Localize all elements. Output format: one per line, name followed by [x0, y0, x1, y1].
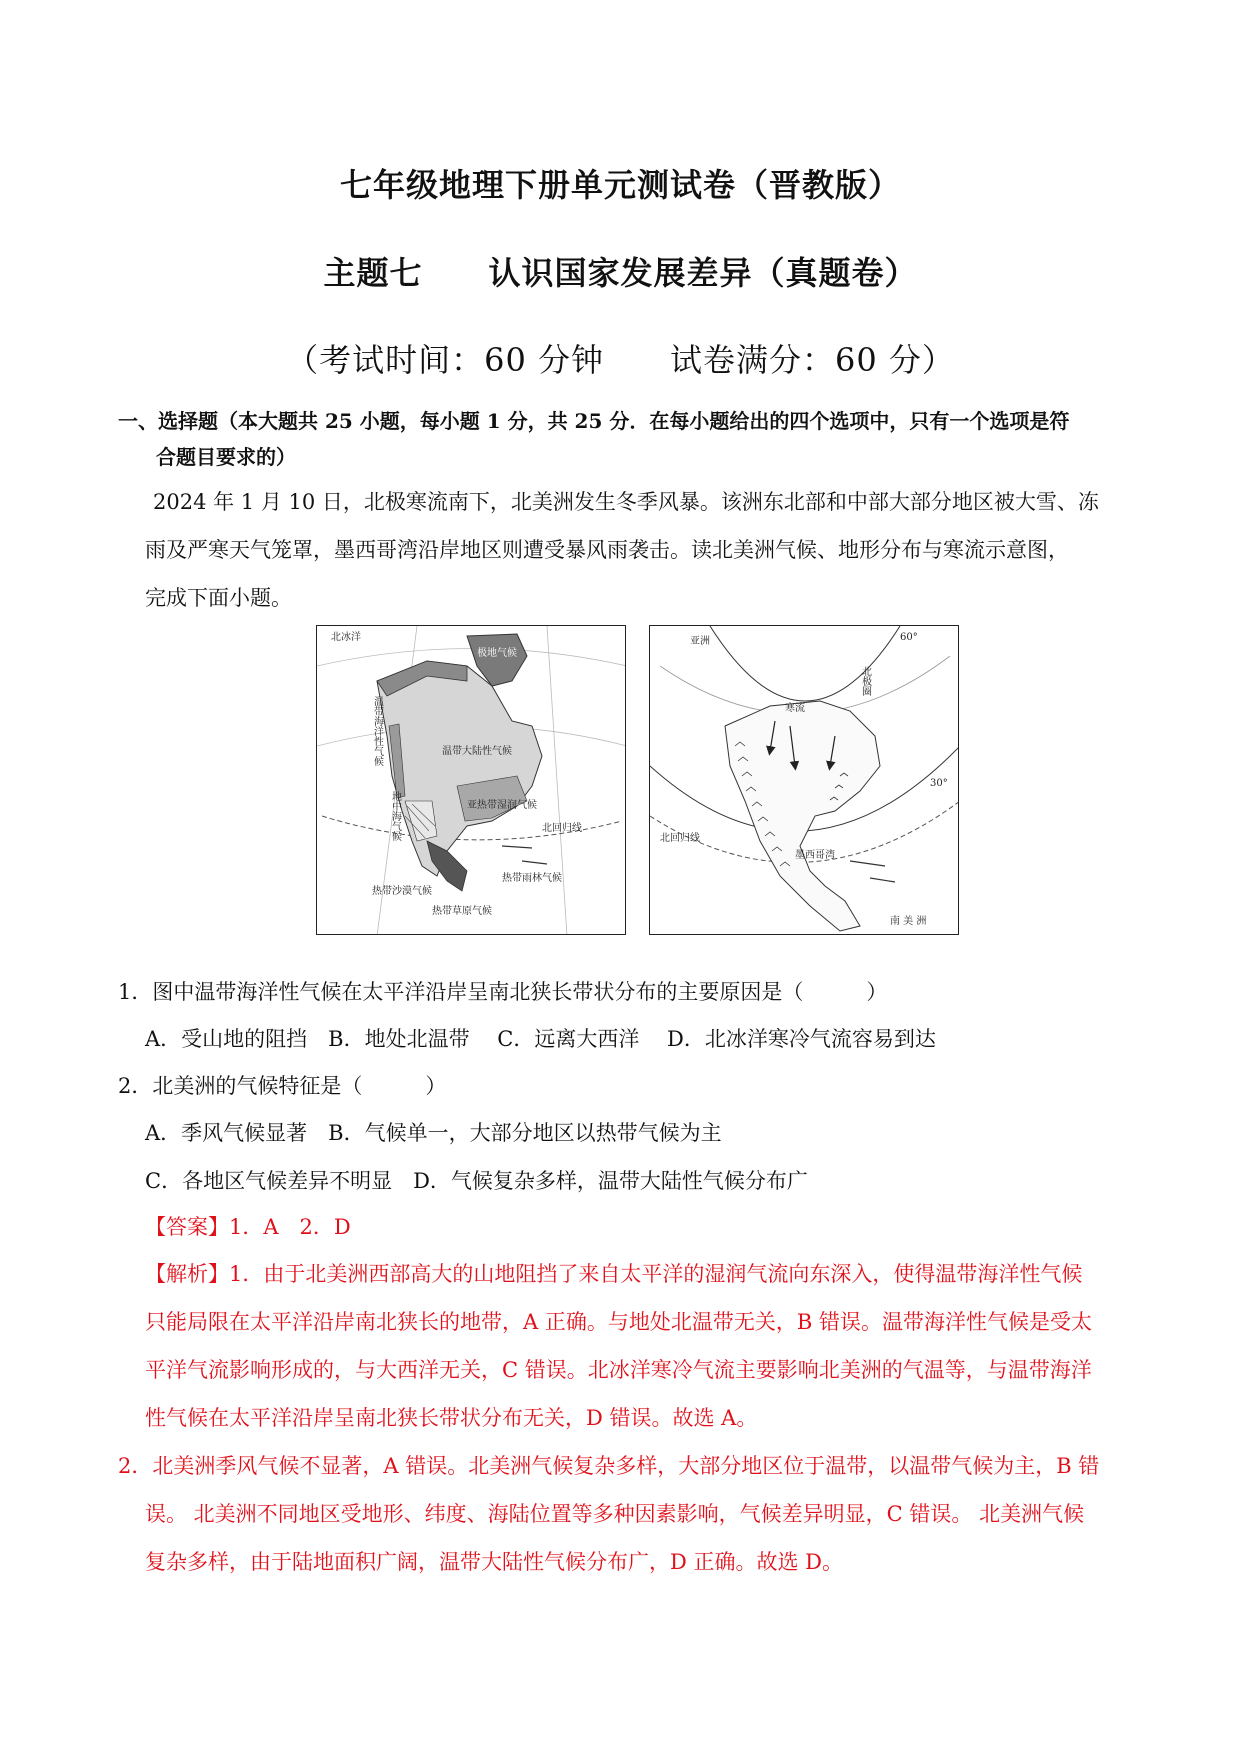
passage-line3: 完成下面小题。: [145, 586, 292, 610]
climate-map: [316, 625, 626, 935]
passage-line2: 雨及严寒天气笼罩，墨西哥湾沿岸地区则遭受暴风雨袭击。读北美洲气候、地形分布与寒流示意图，: [145, 538, 1069, 562]
label-south-america: 南 美 洲: [890, 916, 927, 927]
label-cold-current: 寒流: [785, 703, 805, 714]
passage: [145, 478, 1130, 622]
analysis-q2-line3: 复杂多样，由于陆地面积广阔，温带大陆性气候分布广，D 正确。故选 D。: [145, 1550, 844, 1574]
analysis-line4: 性气候在太平洋沿岸呈南北狭长带状分布无关，D 错误。故选 A。: [145, 1406, 758, 1430]
cold-current-map-svg: [650, 626, 959, 935]
question-2: 2．北美洲的气候特征是（ ）: [118, 1074, 447, 1098]
label-mediterranean: 地中海气候: [389, 791, 401, 841]
question-2-options-1: A．季风气候显著 B．气候单一，大部分地区以热带气候为主: [145, 1121, 722, 1145]
analysis-q2-line2: 误。 北美洲不同地区受地形、纬度、海陆位置等多种因素影响，气候差异明显，C 错误。 北美洲气候: [145, 1502, 1085, 1526]
label-lat60: 60°: [900, 632, 918, 643]
page-title: 七年级地理下册单元测试卷（晋教版）: [339, 166, 901, 204]
analysis-line2: 只能局限在太平洋沿岸南北狭长的地带，A 正确。与地处北温带无关，B 错误。温带海洋性气候是受太: [145, 1310, 1092, 1334]
label-tropic: 北回归线: [542, 823, 582, 834]
analysis-q2-line1: 2．北美洲季风气候不显著，A 错误。北美洲气候复杂多样，大部分地区位于温带，以温带气候为主，B 错: [118, 1454, 1100, 1478]
analysis-line3: 平洋气流影响形成的，与大西洋无关，C 错误。北冰洋寒冷气流主要影响北美洲的气温等，与温带海洋: [145, 1358, 1092, 1382]
climate-map-svg: [317, 626, 626, 935]
question-2-options-2: C．各地区气候差异不明显 D．气候复杂多样，温带大陆性气候分布广: [145, 1169, 808, 1193]
label-continental: 温带大陆性气候: [442, 746, 512, 757]
answer: 【答案】1．A 2．D: [145, 1215, 351, 1239]
label-savanna: 热带草原气候: [432, 906, 492, 917]
label-arctic-ocean: 北冰洋: [331, 632, 361, 643]
question-1: 1．图中温带海洋性气候在太平洋沿岸呈南北狭长带状分布的主要原因是（ ）: [118, 980, 888, 1004]
analysis-q2: [118, 1442, 1135, 1586]
section-heading: [118, 403, 1128, 475]
analysis-q1: [145, 1250, 1135, 1442]
question-1-options: A．受山地的阻挡 B．地处北温带 C．远离大西洋 D．北冰洋寒冷气流容易到达: [145, 1027, 936, 1051]
label-gulf: 墨西哥湾: [795, 850, 835, 861]
label-rainforest: 热带雨林气候: [502, 873, 562, 884]
label-desert: 热带沙漠气候: [372, 886, 432, 897]
label-asia: 亚洲: [690, 636, 710, 647]
label-tropic-2: 北回归线: [660, 833, 700, 844]
label-polar: 极地气候: [477, 648, 517, 659]
label-lat30: 30°: [930, 778, 948, 789]
exam-info: （考试时间：60 分钟 试卷满分：60 分）: [286, 341, 955, 379]
page-subtitle: 主题七 认识国家发展差异（真题卷）: [323, 254, 918, 292]
passage-line1: 2024 年 1 月 10 日，北极寒流南下，北美洲发生冬季风暴。该洲东北部和中部大部分地区被大雪、冻: [153, 490, 1099, 514]
section-heading-line2: 合题目要求的）: [156, 445, 296, 469]
label-subtropical: 亚热带湿润气候: [467, 800, 537, 811]
analysis-line1: 【解析】1．由于北美洲西部高大的山地阻挡了来自太平洋的湿润气流向东深入，使得温带海洋性气候: [145, 1262, 1083, 1286]
section-heading-line1: 一、选择题（本大题共 25 小题，每小题 1 分，共 25 分．在每小题给出的四个选项中，只有一个选项是符: [118, 409, 1070, 433]
label-marine: 温带海洋性气候: [371, 696, 383, 766]
label-arctic-circle: 北极圈: [859, 666, 871, 696]
map-figures: [316, 625, 956, 935]
cold-current-map: [649, 625, 959, 935]
